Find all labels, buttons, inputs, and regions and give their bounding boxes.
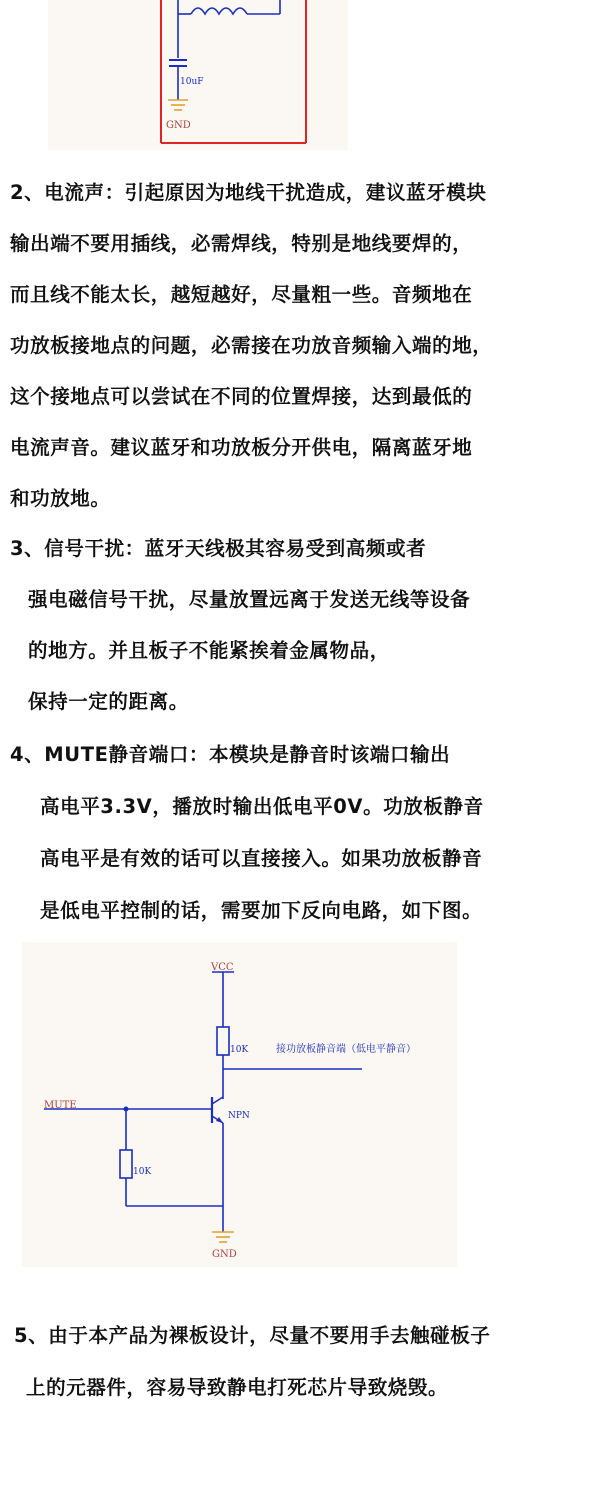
resistor-top-label: 10K <box>230 1045 249 1055</box>
section-2-line-4: 功放板接地点的问题，必需接在功放音频输入端的地， <box>10 334 493 357</box>
mute-circuit-svg <box>22 942 457 1267</box>
section-3-line-4: 保持一定的距离。 <box>28 690 189 713</box>
inductor-symbol <box>191 8 247 14</box>
section-2-line-5: 这个接地点可以尝试在不同的位置焊接，达到最低的 <box>10 385 473 408</box>
section-5-line-2: 上的元器件，容易导致静电打死芯片导致烧毁。 <box>26 1376 449 1399</box>
section-4-line-2: 高电平3.3V，播放时输出低电平0V。功放板静音 <box>40 795 484 818</box>
section-3-line-2: 强电磁信号干扰，尽量放置远离于发送无线等设备 <box>28 588 471 611</box>
resistor-bottom-label: 10K <box>133 1167 152 1177</box>
section-2-line-1: 2、电流声：引起原因为地线干扰造成，建议蓝牙模块 <box>10 181 487 204</box>
mute-label: MUTE <box>44 1100 77 1111</box>
section-4-line-3: 高电平是有效的话可以直接接入。如果功放板静音 <box>40 847 483 870</box>
section-2-line-3: 而且线不能太长，越短越好，尽量粗一些。音频地在 <box>10 283 473 306</box>
vcc-label: VCC <box>211 962 234 973</box>
mute-inverter-circuit-diagram <box>22 942 457 1267</box>
cap-value-label: 10uF <box>180 77 204 87</box>
resistor-bottom-symbol <box>120 1150 132 1178</box>
section-4-line-1: 4、MUTE静音端口：本模块是静音时该端口输出 <box>10 743 451 766</box>
npn-label: NPN <box>228 1111 250 1121</box>
section-4-line-4: 是低电平控制的话，需要加下反向电路，如下图。 <box>40 899 483 922</box>
top-circuit-diagram <box>48 0 348 150</box>
gnd-label: GND <box>212 1249 237 1260</box>
gnd-label: GND <box>166 120 191 131</box>
section-2-line-2: 输出端不要用插线，必需焊线，特别是地线要焊的， <box>10 232 473 255</box>
resistor-top-symbol <box>217 1027 229 1055</box>
section-5-line-1: 5、由于本产品为裸板设计，尽量不要用手去触碰板子 <box>14 1324 491 1347</box>
section-2-line-7: 和功放地。 <box>10 487 111 510</box>
output-label: 接功放板静音端（低电平静音） <box>276 1044 416 1055</box>
top-circuit-svg <box>48 0 348 150</box>
section-3-line-3: 的地方。并且板子不能紧挨着金属物品， <box>28 639 390 662</box>
section-2-line-6: 电流声音。建议蓝牙和功放板分开供电，隔离蓝牙地 <box>10 436 473 459</box>
section-3-line-1: 3、信号干扰：蓝牙天线极其容易受到高频或者 <box>10 537 427 560</box>
